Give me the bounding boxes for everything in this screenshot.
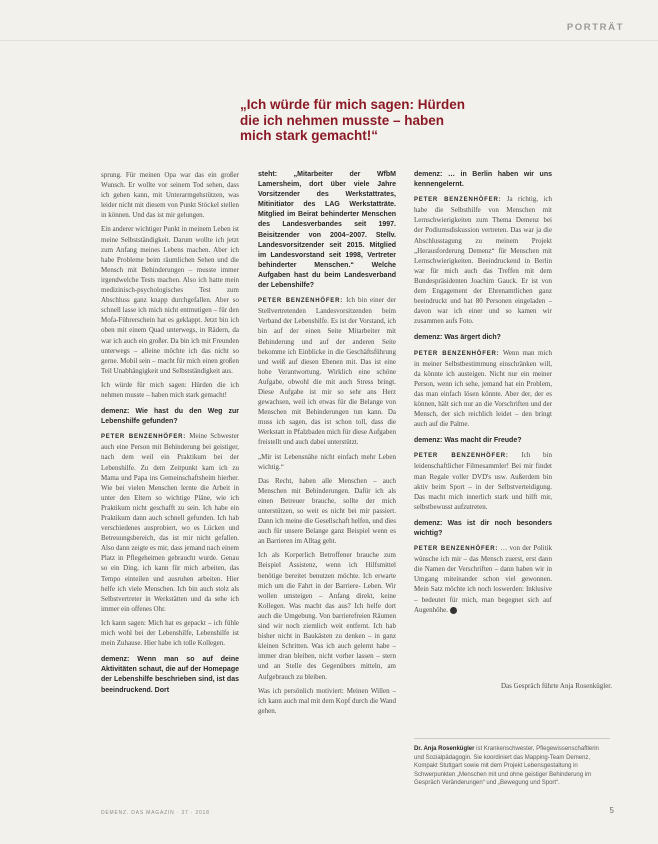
end-of-article-icon xyxy=(450,607,457,614)
interview-question: demenz: Was macht dir Freude? xyxy=(414,437,522,445)
body-paragraph: Ich als Korperlich Betroffener brauche zum Beispiel Assistenz, wenn ich Hilfsmittel benötige bereitet benutzen möchte. Ich erwarte mich um die Fahrt in der Barriere- Leben. Wir wollen umsteigen – Anfang direkt, keine Kollegen. Was macht das aus? Ich helfe dort auch die Umgebung. Von barrierefreien Räumen sind wir noch ziemlich weit entfernt. Ich hab bisher nicht in Baukästen zu denken – in ganz kleinen Schritten. Was ich auch gelernt habe – immer dran bleiben, nicht vorher lassen – stern und an Stelle des Gegenübers mitteln, am Aufgebrauch zu bleiben. xyxy=(258,551,396,681)
answer-text: Ich bin leidenschaftlicher Filmesammler! Bei mir findet man Regale voller DVD's usw. Außerdem bin aktiv beim Sport – in der Selbstverteidigung. Das macht mich innerlich stark und hilft mir, selbstbewusst aufzutreten. xyxy=(414,451,552,511)
speaker-label: PETER BENZENHÖFER: xyxy=(258,298,344,305)
body-paragraph: „Mir ist Lebensnähe nicht einfach mehr Leben wichtig.“ xyxy=(258,452,396,471)
speaker-label: PETER BENZENHÖFER: xyxy=(414,546,499,553)
interview-answer xyxy=(258,295,396,447)
author-name: Dr. Anja Rosenkügler xyxy=(414,746,475,752)
interview-question: steht: „Mitarbeiter der WfbM Lamersheim, dort über viele Jahre Vorsitzender des Werkstattrates, Mitinitiator des LAG Werkstatträte. Mitglied im Beirat behinderter Menschen des Landesverbandes seit 1997. Beisitzender von 2004–2007. Stellv. Landesvorsitzender seit 2015. Mitglied im Landesvorstand seit 1998, Vertreter behinderter Menschen.“ Welche Aufgaben hast du beim Landesverband der Lebenshilfe? xyxy=(258,171,396,290)
speaker-label: PETER BENZENHÖFER: xyxy=(414,453,509,460)
body-paragraph: Das Recht, haben alle Menschen – auch Menschen mit Behinderungen. Dafür ich als einen Betreuer brauche, sollte der mich unterstützen, so weit es nicht bei mir passiert. Dann ich meine die Gesellschaft helfen, und dies auch für unsere Belange ganz Beispiel wenn es an Barrieren im Alltag geht. xyxy=(258,476,396,546)
body-paragraph: Ich kann sagen: Mich hat es gepackt – ich fühle mich wohl bei der Lebenshilfe, Lebenshilfe ist mein Zuhause. Hier habe ich tolle Kollegen. xyxy=(101,618,239,648)
body-paragraph: Ein anderer wichtiger Punkt in meinem Leben ist meine Selbstständigkeit. Darum wollte ich jetzt zum Anfang meines Lebens machen. Aber ich habe Probleme beim räumlichen Sehen und die Mensch mit Behinderungen – musste immer irgendwelche Tests machen. Also ich hatte mein medizinisch-psychologisches Test zum Abschluss ganz knapp durchgefallen. Aber so schnell lasse ich mich nicht entmutigen – für den Mofa-Führerschein hat es geklappt. Jetzt bin ich oben mit einem Quad unterwegs, in Rädern, da war ich auch ein großer. Da bin ich mit Freunden unterwegs – alleine möchte ich das nicht so gerne. Mobil sein – macht für mich einen großen Teil Unabhängigkeit und Selbstständigkeit aus. xyxy=(101,225,239,375)
page-number: 5 xyxy=(609,806,614,815)
interview-question: demenz: Was ist dir noch besonders wichtig? xyxy=(414,519,552,537)
answer-text: Meine Schwester auch eine Person mit Behinderung bei geistiger, nach dem weil ein Praktikum bei der Lebenshilfe. Zu dem Zeitpunkt kam ich zu Mama und Papa ins Gemeinschaftsheim hierher. Wie bei vielen Menschen lernte die Arbeit in unter den Eltern so wichtige Pläne, wie ich Praktikum nicht geschafft zu sein. Ich habe ein Praktikum dann auch schnell gefunden. Ich hab verschiedenes ausprobiert, wo es Lücken und Betreuungsbereich, das ist mir nicht gefallen. Also dann zeigte es mir, dass jemand nach einem Platz in Pflegeheimen gebraucht wurde. Genau so ein Ding, ich kann für mich arbeiten, das Tempo einteilen und ausruhen arbeiten. Hier helfe ich viele Menschen. Ich bin auch stolz als Selbstvertreter in Werkstätten und da sehe ich immer ein offenes Ohr. xyxy=(101,432,239,613)
text-column-middle xyxy=(258,170,396,756)
body-paragraph: Was ich persönlich motiviert: Meinen Willen – ich kann auch mal mit dem Kopf durch die Wand gehen. xyxy=(258,686,396,715)
author-info-box xyxy=(414,738,610,788)
body-paragraph: sprung. Für meinen Opa war das ein großer Wunsch. Er wollte vor seinem Tod sehen, dass ich gehen kann, mit Unterarmgehstützen, was leider nicht mit diesem von Punkt Stöckel stellen in können. Und das ist mir gelungen. xyxy=(101,171,239,220)
header-divider xyxy=(0,40,658,41)
speaker-label: PETER BENZENHÖFER: xyxy=(414,197,502,204)
interview-question: demenz: … in Berlin haben wir uns kennengelernt. xyxy=(414,171,552,189)
answer-text: … von der Politik wünsche ich mir – das Mensch zuerst, erst dann die Namen der Verschriften – dann haben wir in Umgang miteinander schon viel gewonnen. Mein Satz möchte ich noch loswerden: Inklusive – bedeutet für mich, man begegnet sich auf Augenhöhe. xyxy=(414,544,552,614)
speaker-label: PETER BENZENHÖFER: xyxy=(414,350,500,357)
interview-answer xyxy=(414,194,552,326)
footer-magazine-title: DEMENZ. DAS MAGAZIN · 37 · 2018 xyxy=(101,810,210,816)
interview-credit: Das Gespräch führte Anja Rosenkügler. xyxy=(501,682,612,690)
interview-question: demenz: Wenn man so auf deine Aktivitäten schaut, die auf der Homepage der Lebenshilfe beschrieben sind, ist das beeindruckend. Dort xyxy=(101,656,239,694)
text-column-right xyxy=(414,170,552,668)
body-paragraph: Ich würde für mich sagen: Hürden die ich nehmen musste – haben mich stark gemacht! xyxy=(101,380,239,399)
interview-question: demenz: Was ärgert dich? xyxy=(414,334,501,342)
interview-answer xyxy=(414,348,552,430)
answer-text: Ja richtig, ich habe die Selbsthilfe von Menschen mit Lernschwierigkeiten zum Thema Demenz bei der Podiumsdiskussion vertreten. Das war ja die Abschlusstagung zu meinem Projekt „Herausforderung Demenz“ für Menschen mit Lernschwierigkeiten. Beeindruckend in Berlin war für mich auch das Treffen mit dem Bundespräsidenten Joachim Gauck. Er ist von dem Engagement der Ehrenamtlichen ganz beeindruckt und hat 80 Personen eingeladen – davon war ich einer und so kamen wir zusammen aufs Foto. xyxy=(414,195,552,326)
pull-quote: „Ich würde für mich sagen: Hürden die ich nehmen musste – haben mich stark gemacht!“ xyxy=(240,97,466,143)
author-bio: ist Krankenschwester, Pflegewissenschaftlerin und Sozialpädagogin. Sie koordiniert das Mapping-Team Demenz, Kompakt Stuttgart sowie mit dem Projekt Lebensgestaltung in Schwerpunkten „Menschen mit und ohne geistiger Behinderung im Gespräch Veränderungen“ und „Bewegung und Sport“. xyxy=(414,746,599,786)
section-label: PORTRÄT xyxy=(566,22,624,33)
speaker-label: PETER BENZENHÖFER: xyxy=(101,434,187,441)
interview-answer xyxy=(414,450,552,512)
answer-text: Ich bin einer der Stellvertretenden Landesvorsitzenden beim Verband der Lebenshilfe. Es ist der Vorstand, ich bin auf der einen Seite Mitarbeiter mit Behinderung und auf der anderen Seite bekomme ich Einblicke in die Geschäftsführung und weiß auf diesen Ebenen mit. Das ist eine hohe Verantwortung. Wirklich eine schöne Aufgabe, obwohl die mit auch Stress bringt. Diese Aufgabe ist mir so sehr ans Herz gewachsen, weil ich etwas für die Belange von Menschen mit Behinderungen tun kann. Da muss ich sagen, das ist schon toll, dass die Werkstatt in Pfalzbaden mich für diese Aufgaben freistellt und auch dabei unterstützt. xyxy=(258,296,396,447)
interview-answer xyxy=(414,543,552,615)
answer-text: Wenn man mich in meiner Selbstbestimmung einschränken will, da könnte ich austeigen. Nicht nur ein meiner Person, wenn ich sehe, jemand hat ein Problem, das man einfach lösen könnte. Aber der, der es können, hält sich nur an die Vorschriften und der Mensch, der sich reichlich leidet – den bringt auch auf die Palme. xyxy=(414,348,552,429)
interview-answer xyxy=(101,431,239,614)
interview-question: demenz: Wie hast du den Weg zur Lebenshilfe gefunden? xyxy=(101,408,239,426)
text-column-left xyxy=(101,170,239,770)
